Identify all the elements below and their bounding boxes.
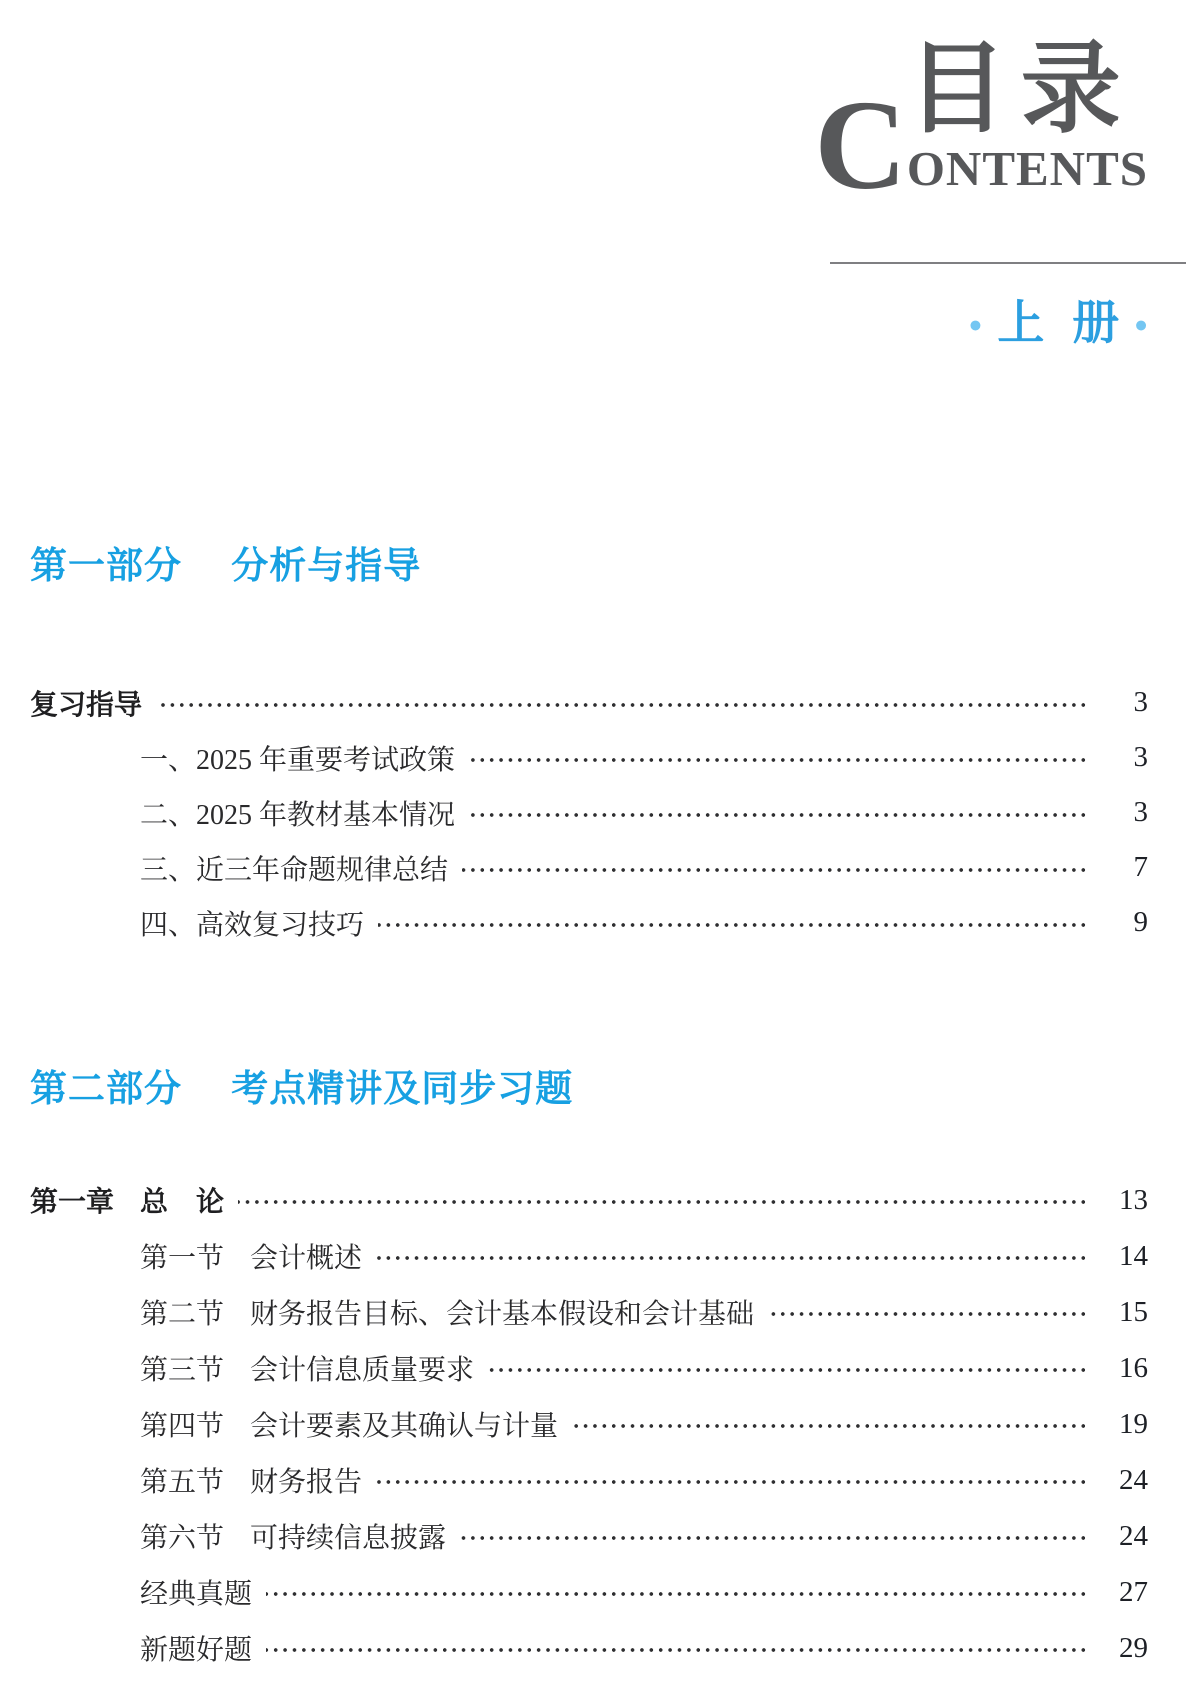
part1-heading-number: 第一部分 <box>30 545 182 586</box>
toc-row-label: 三、近三年命题规律总结 <box>140 854 449 886</box>
toc-row-number: 第一章 <box>30 1186 115 1217</box>
dot-leader <box>768 1311 1088 1317</box>
dot-leader <box>266 1591 1088 1597</box>
dot-leader <box>469 812 1088 818</box>
dot-leader <box>462 867 1088 873</box>
toc-row <box>140 895 1148 950</box>
toc-row-number: 第五节 <box>140 1467 225 1498</box>
dot-leader <box>376 1479 1088 1485</box>
contents-initial-letter: C <box>814 74 907 217</box>
part2-heading-number: 第二部分 <box>30 1068 182 1109</box>
toc-row-page: 27 <box>1119 1575 1148 1608</box>
bullet-dot-icon: ● <box>968 311 983 337</box>
toc-row-number: 第一节 <box>140 1243 225 1274</box>
toc-row-page: 19 <box>1119 1407 1148 1440</box>
toc-row-page: 24 <box>1119 1463 1148 1496</box>
toc-row-number: 第六节 <box>140 1523 225 1554</box>
toc-row-label: 会计信息质量要求 <box>250 1355 475 1386</box>
dot-leader <box>460 1535 1088 1541</box>
toc-row <box>140 730 1148 785</box>
dot-leader <box>378 922 1088 928</box>
toc-row <box>140 840 1148 895</box>
toc-row-page: 16 <box>1119 1351 1148 1384</box>
toc-row-page: 15 <box>1119 1295 1148 1328</box>
toc-row <box>140 1508 1148 1564</box>
toc-row-page: 14 <box>1119 1239 1148 1272</box>
volume-badge <box>968 296 1148 352</box>
part1-toc-list <box>0 675 1200 950</box>
toc-row-label: 总 论 <box>140 1186 225 1217</box>
dot-leader <box>488 1367 1088 1373</box>
toc-row-label: 一、2025 年重要考试政策 <box>140 744 456 776</box>
bullet-dot-icon: ● <box>1134 311 1148 337</box>
toc-row <box>30 1172 1148 1228</box>
toc-row-label: 经典真题 <box>140 1579 253 1610</box>
dot-leader <box>156 702 1088 708</box>
toc-row <box>140 1284 1148 1340</box>
toc-row <box>140 785 1148 840</box>
contents-brand <box>814 34 1148 217</box>
toc-row-page: 3 <box>1133 796 1148 828</box>
toc-row-label: 二、2025 年教材基本情况 <box>140 799 456 831</box>
part2-toc-list <box>0 1172 1200 1676</box>
toc-row-label: 会计概述 <box>250 1243 363 1274</box>
toc-row-page: 24 <box>1119 1519 1148 1552</box>
toc-row-number: 第二节 <box>140 1299 225 1330</box>
toc-row-number: 第三节 <box>140 1355 225 1386</box>
toc-row-page: 3 <box>1133 686 1148 718</box>
toc-row <box>30 675 1148 730</box>
toc-row-label: 四、高效复习技巧 <box>140 909 365 941</box>
toc-row <box>140 1228 1148 1284</box>
toc-row-label: 会计要素及其确认与计量 <box>250 1411 559 1442</box>
toc-row-number: 第四节 <box>140 1411 225 1442</box>
toc-row-page: 7 <box>1133 851 1148 883</box>
toc-row-page: 13 <box>1119 1183 1148 1216</box>
toc-row-label: 财务报告 <box>250 1467 363 1498</box>
toc-row-label: 新题好题 <box>140 1635 253 1666</box>
part1-heading-title: 分析与指导 <box>231 545 422 586</box>
toc-row <box>140 1396 1148 1452</box>
toc-row <box>140 1564 1148 1620</box>
toc-row <box>140 1340 1148 1396</box>
dot-leader <box>469 757 1088 763</box>
contents-word: ONTENTS <box>906 141 1148 196</box>
header-divider <box>830 262 1186 264</box>
page-title: 目录 <box>906 34 1135 145</box>
toc-row-page: 29 <box>1119 1631 1148 1664</box>
toc-row-label: 财务报告目标、会计基本假设和会计基础 <box>250 1299 755 1330</box>
dot-leader <box>376 1255 1088 1261</box>
part2-heading <box>30 1068 573 1110</box>
toc-row-label: 复习指导 <box>30 688 143 720</box>
toc-row <box>140 1452 1148 1508</box>
dot-leader <box>238 1199 1088 1205</box>
volume-label: 上 册 <box>997 298 1120 350</box>
part1-heading <box>30 545 421 587</box>
toc-row-label: 可持续信息披露 <box>250 1523 447 1554</box>
dot-leader <box>572 1423 1088 1429</box>
toc-row-page: 9 <box>1133 906 1148 938</box>
dot-leader <box>266 1647 1088 1653</box>
part2-heading-title: 考点精讲及同步习题 <box>231 1068 574 1109</box>
toc-row-page: 3 <box>1133 741 1148 773</box>
toc-row <box>140 1620 1148 1676</box>
